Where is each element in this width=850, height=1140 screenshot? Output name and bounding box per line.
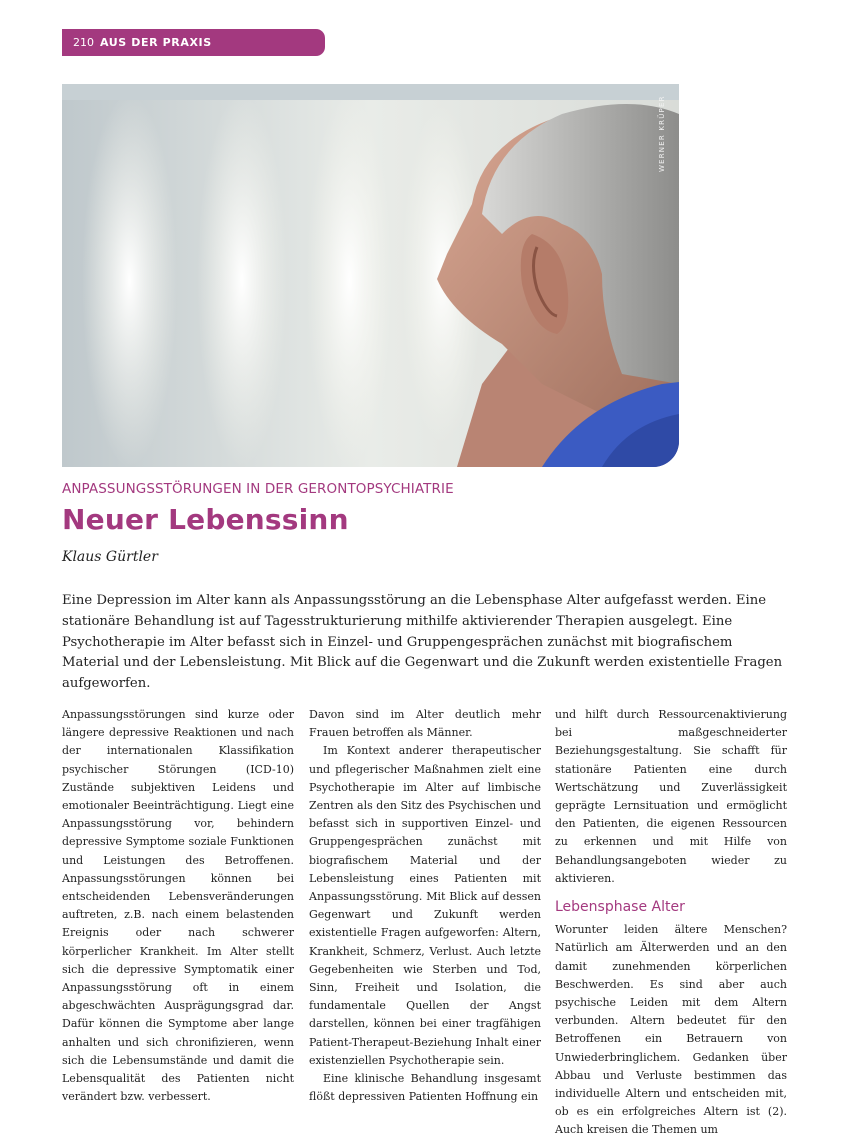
paragraph: und hilft durch Ressourcenaktivierung bei maßgeschneiderter Beziehungsgestaltung. Sie schafft für stationäre Patienten eine durch Wertschätzung und Zuverlässigkeit geprägte Lernsituation und ermöglicht den Patienten, die eigenen Ressourcen zu erkennen und mit Hilfe von Behandlungsangeboten wieder zu aktivieren.	[555, 708, 787, 885]
photo-credit: WERNER KRÜPER	[658, 95, 666, 172]
subheading: Lebensphase Alter	[555, 899, 685, 916]
article-kicker: ANPASSUNGSSTÖRUNGEN IN DER GERONTOPSYCHIATRIE	[62, 481, 454, 497]
paragraph: Eine klinische Behandlung insgesamt flößt depressiven Patienten Hoffnung ein	[309, 1072, 541, 1104]
article-title: Neuer Lebenssinn	[62, 503, 349, 536]
article-author: Klaus Gürtler	[62, 549, 158, 565]
body-column-1	[62, 706, 294, 1106]
paragraph: Im Kontext anderer therapeutischer und pflegerischer Maßnahmen zielt eine Psychotherapie im Alter auf limbische Zentren als den Sitz des Psychischen und befasst sich in supportiven Einzel- und Gruppengesprächen zunächst mit biografischem Material und der Lebensleistung eines Patienten mit Anpassungsstörung. Mit Blick auf dessen Gegenwart und Zukunft werden existentielle Fragen aufgeworfen: Altern, Krankheit, Schmerz, Verlust. Auch letzte Gegebenheiten wie Sterben und Tod, Sinn, Freiheit und Isolation, die fundamentale Quellen der Angst darstellen, können bei einer tragfähigen Patient-Therapeut-Beziehung Inhalt einer existenziellen Psychotherapie sein.	[309, 744, 541, 1067]
body-column-2	[309, 706, 541, 1106]
article-photo	[62, 84, 679, 467]
article-lead: Eine Depression im Alter kann als Anpassungsstörung an die Lebensphase Alter aufgefasst werden. Eine stationäre Behandlung ist auf Tagesstrukturierung mithilfe aktivierender Therapien ausgelegt. Eine Psychotherapie im Alter befasst sich in Einzel- und Gruppengesprächen zunächst mit biografischem Material und der Lebensleistung. Mit Blick auf die Gegenwart und die Zukunft werden existentielle Fragen aufgeworfen.	[62, 593, 783, 692]
page-number: 210	[73, 36, 94, 49]
section-label: AUS DER PRAXIS	[100, 36, 212, 49]
paragraph: Anpassungsstörungen sind kurze oder längere depressive Reaktionen und nach der internationalen Klassifikation psychischer Störungen (ICD-10) Zustände subjektiven Leidens und emotionaler Beeinträchtigung. Liegt eine Anpassungsstörung vor, behindern depressive Symptome soziale Funktionen und Leistungen des Betroffenen. Anpassungsstörungen können bei entscheidenden Lebensveränderungen auftreten, z.B. nach einem belastenden Ereignis oder nach schwerer körperlicher Krankheit. Im Alter stellt sich die depressive Symptomatik einer Anpassungsstörung oft in einem abgeschwächten Ausprägungsgrad dar. Dafür können die Symptome aber lange anhalten und sich chronifizieren, wenn sich die Lebensumstände und damit die Lebensqualität des Patienten nicht verändert bzw. verbessert.	[62, 708, 294, 1104]
section-header-tab	[62, 29, 325, 56]
paragraph: Davon sind im Alter deutlich mehr Frauen betroffen als Männer.	[309, 708, 541, 740]
elderly-man-photo	[62, 84, 679, 467]
paragraph: Worunter leiden ältere Menschen? Natürlich am Älterwerden und an den damit zunehmenden körperlichen Beschwerden. Es sind aber auch psychische Leiden mit dem Altern verbunden. Altern bedeutet für den Betroffenen ein Betrauern von Unwiederbringlichem. Gedanken über Abbau und Verluste bestimmen das individuelle Altern und entscheiden mit, ob es ein erfolgreiches Altern ist (2). Auch kreisen die Themen um	[555, 923, 787, 1137]
body-column-3	[555, 706, 787, 1140]
